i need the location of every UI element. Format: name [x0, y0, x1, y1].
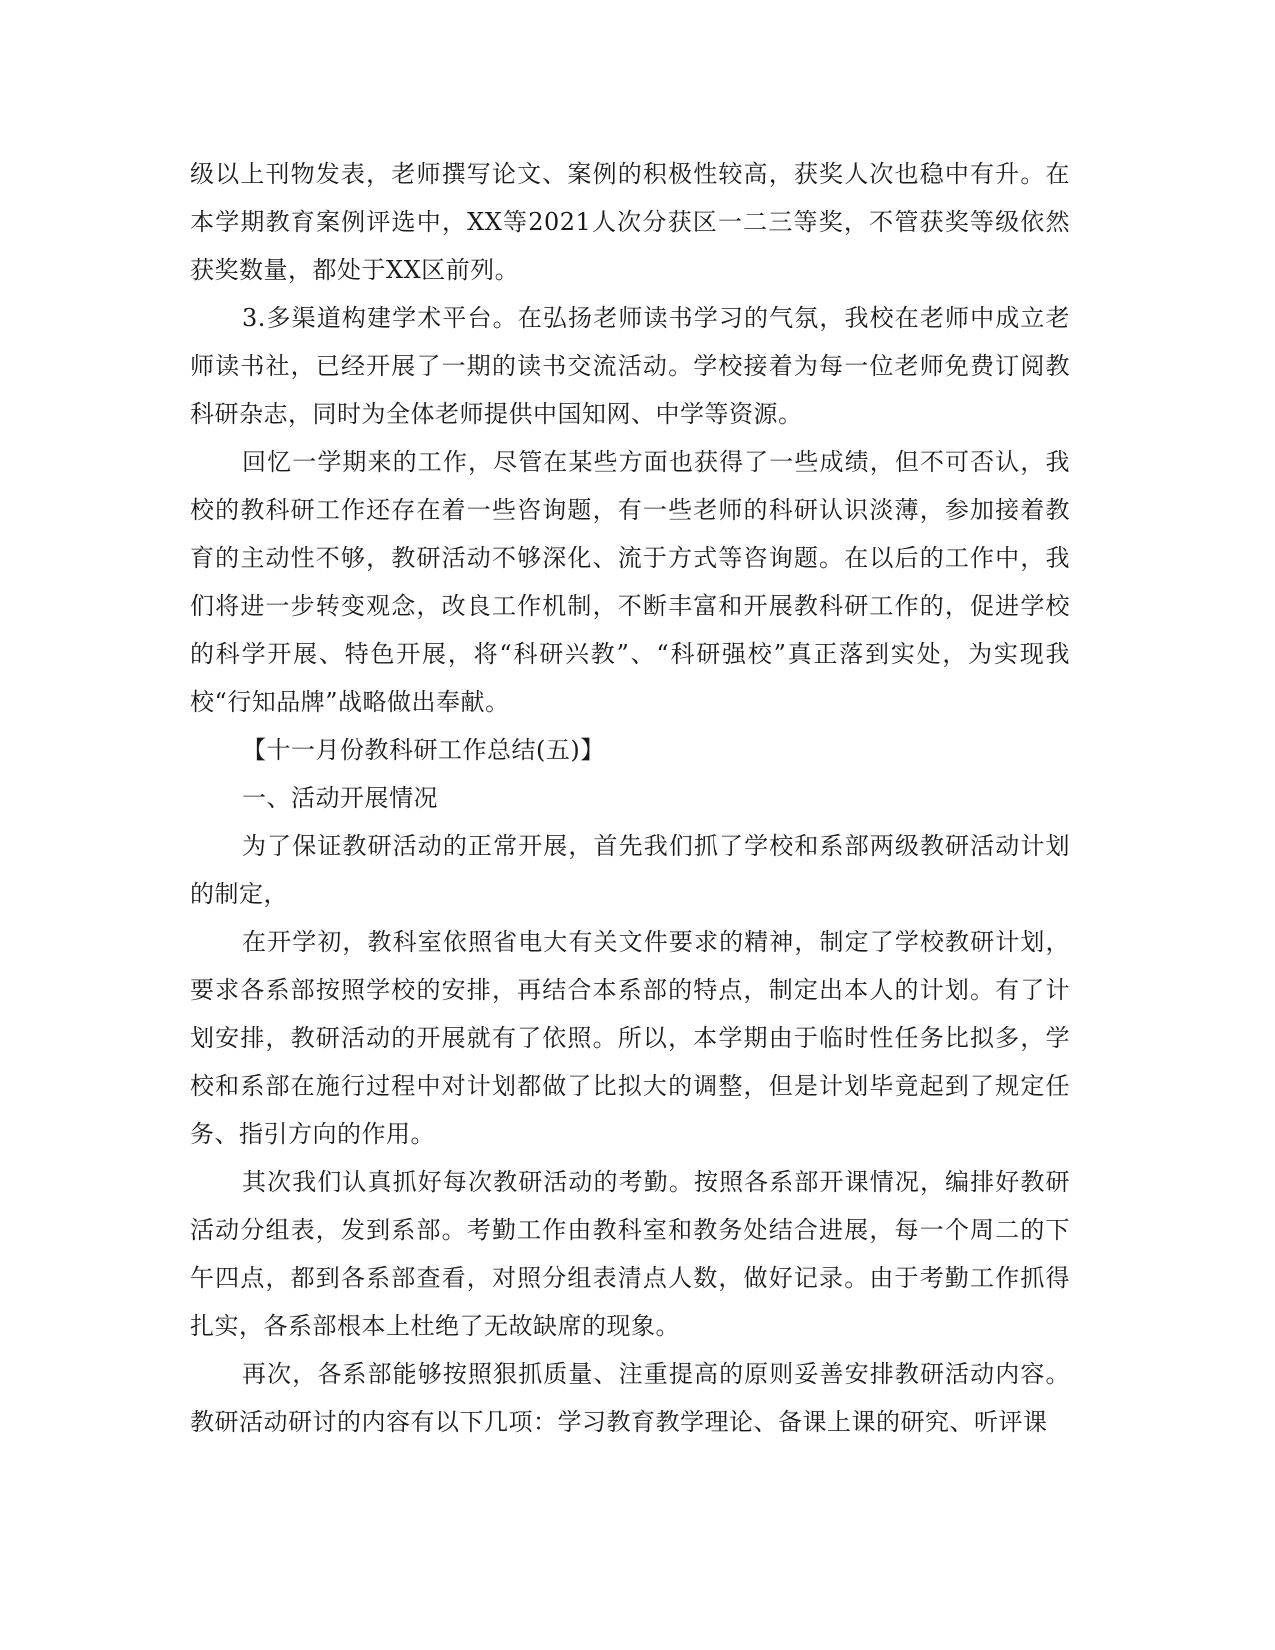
paragraph: 为了保证教研活动的正常开展，首先我们抓了学校和系部两级教研活动计划的制定，: [190, 832, 1070, 908]
paragraph: 其次我们认真抓好每次教研活动的考勤。按照各系部开课情况，编排好教研活动分组表，发到系部。考勤工作由教科室和教务处结合进展，每一个周二的下午四点，都到各系部查看，对照分组表清点人数，做好记录。由于考勤工作抓得扎实，各系部根本上杜绝了无故缺席的现象。: [190, 1168, 1070, 1340]
paragraph: 再次，各系部能够按照狠抓质量、注重提高的原则妥善安排教研活动内容。教研活动研讨的内容有以下几项：学习教育教学理论、备课上课的研究、听评课: [190, 1360, 1070, 1436]
paragraph: 级以上刊物发表，老师撰写论文、案例的积极性较高，获奖人次也稳中有升。在本学期教育案例评选中，XX等2021人次分获区一二三等奖，不管获奖等级依然获奖数量，都处于XX区前列。: [190, 160, 1070, 284]
subsection-heading: 一、活动开展情况: [242, 784, 438, 812]
paragraph: 3.多渠道构建学术平台。在弘扬老师读书学习的气氛，我校在老师中成立老师读书社，已经开展了一期的读书交流活动。学校接着为每一位老师免费订阅教科研杂志，同时为全体老师提供中国知网、中学等资源。: [190, 304, 1070, 428]
document-page: [190, 150, 1070, 1446]
section-heading: 【十一月份教科研工作总结(五)】: [242, 736, 605, 764]
paragraph: 回忆一学期来的工作，尽管在某些方面也获得了一些成绩，但不可否认，我校的教科研工作还存在着一些咨询题，有一些老师的科研认识淡薄，参加接着教育的主动性不够，教研活动不够深化、流于方式等咨询题。在以后的工作中，我们将进一步转变观念，改良工作机制，不断丰富和开展教科研工作的，促进学校的科学开展、特色开展，将“科研兴教”、“科研强校”真正落到实处，为实现我校“行知品牌”战略做出奉献。: [190, 448, 1070, 716]
paragraph: 在开学初，教科室依照省电大有关文件要求的精神，制定了学校教研计划，要求各系部按照学校的安排，再结合本系部的特点，制定出本人的计划。有了计划安排，教研活动的开展就有了依照。所以，本学期由于临时性任务比拟多，学校和系部在施行过程中对计划都做了比拟大的调整，但是计划毕竟起到了规定任务、指引方向的作用。: [190, 928, 1070, 1148]
